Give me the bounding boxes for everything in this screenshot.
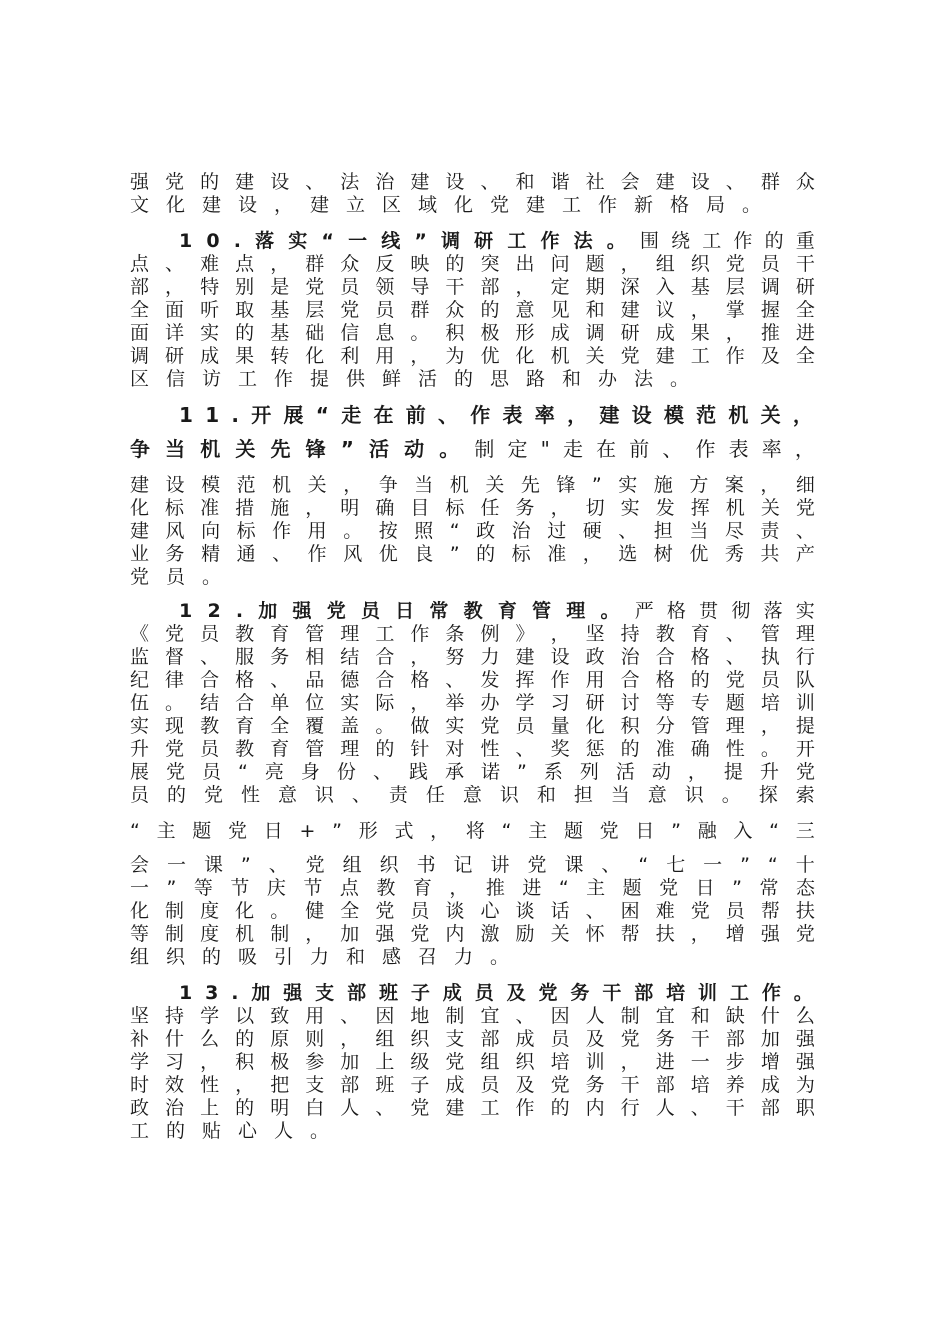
- text-line: 文化建设，建立区域化党建工作新格局。: [130, 194, 779, 216]
- text-line: 政 治 上 的 明 白 人 、 党 建 工 作 的 内 行 人 、 干 部 职: [130, 1097, 815, 1119]
- text-line: 化 制 度 化 。 健 全 党 员 谈 心 谈 话 、 困 难 党 员 帮 扶: [130, 900, 815, 922]
- section-12-heading: 1 2 . 加 强 党 员 日 常 教 育 管 理 。 严 格 贯 彻 落 实: [179, 600, 815, 622]
- text-line: 调 研 成 果 转 化 利 用 ， 为 优 化 机 关 党 建 工 作 及 全: [130, 345, 815, 367]
- section-11-heading-cont: 争 当 机 关 先 锋 ” 活 动 。 制 定 " 走 在 前 、 作 表 率 ，: [130, 437, 815, 461]
- text-line: 组织的吸引力和感召力。: [130, 946, 527, 968]
- text-line: 点 、 难 点 ， 群 众 反 映 的 突 出 问 题 ， 组 织 党 员 干: [130, 253, 815, 275]
- text-line: 建 设 模 范 机 关 ， 争 当 机 关 先 锋 ” 实 施 方 案 ， 细: [130, 474, 815, 496]
- section-13-heading: 1 3 . 加 强 支 部 班 子 成 员 及 党 务 干 部 培 训 工 作 。: [179, 982, 815, 1004]
- text-line: 《 党 员 教 育 管 理 工 作 条 例 》 ， 坚 持 教 育 、 管 理: [130, 623, 815, 645]
- text-line: 时 效 性 ， 把 支 部 班 子 成 员 及 党 务 干 部 培 养 成 为: [130, 1074, 815, 1096]
- text-line: 业 务 精 通 、 作 风 优 良 ” 的 标 准 ， 选 树 优 秀 共 产: [130, 543, 815, 565]
- text-line: 一 ” 等 节 庆 节 点 教 育 ， 推 进 “ 主 题 党 日 ” 常 态: [130, 877, 815, 899]
- text-line: 区信访工作提供鲜活的思路和办法。: [130, 368, 707, 390]
- text-line: 展 党 员 “ 亮 身 份 、 践 承 诺 ” 系 列 活 动 ， 提 升 党: [130, 761, 815, 783]
- text-line: 纪 律 合 格 、 品 德 合 格 、 发 挥 作 用 合 格 的 党 员 队: [130, 669, 815, 691]
- text-line: 伍 。 结 合 单 位 实 际 ， 举 办 学 习 研 讨 等 专 题 培 训: [130, 692, 815, 714]
- text-line: “ 主 题 党 日 + ” 形 式 ， 将 “ 主 题 党 日 ” 融 入 “ 三: [130, 820, 815, 842]
- text-line: 补 什 么 的 原 则 ， 组 织 支 部 成 员 及 党 务 干 部 加 强: [130, 1028, 815, 1050]
- text-line: 坚 持 学 以 致 用 、 因 地 制 宜 、 因 人 制 宜 和 缺 什 么: [130, 1005, 815, 1027]
- text-line: 建 风 向 标 作 用 。 按 照 “ 政 治 过 硬 、 担 当 尽 责 、: [130, 520, 815, 542]
- text-line: 监 督 、 服 务 相 结 合 ， 努 力 建 设 政 治 合 格 、 执 行: [130, 646, 815, 668]
- section-11-heading: 1 1 . 开 展 “ 走 在 前 、 作 表 率 ， 建 设 模 范 机 关 ，: [179, 403, 815, 427]
- text-line: 员 的 党 性 意 识 、 责 任 意 识 和 担 当 意 识 。 探 索: [130, 784, 815, 806]
- section-10-heading: 1 0 . 落 实 “ 一 线 ” 调 研 工 作 法 。 围 绕 工 作 的 重: [179, 230, 815, 252]
- text-line: 党员。: [130, 566, 239, 588]
- text-line: 等 制 度 机 制 ， 加 强 党 内 激 励 关 怀 帮 扶 ， 增 强 党: [130, 923, 815, 945]
- text-line: 面 详 实 的 基 础 信 息 。 积 极 形 成 调 研 成 果 ， 推 进: [130, 322, 815, 344]
- text-line: 升 党 员 教 育 管 理 的 针 对 性 、 奖 惩 的 准 确 性 。 开: [130, 738, 815, 760]
- text-line: 化 标 准 措 施 ， 明 确 目 标 任 务 ， 切 实 发 挥 机 关 党: [130, 497, 815, 519]
- text-line: 部 ， 特 别 是 党 员 领 导 干 部 ， 定 期 深 入 基 层 调 研: [130, 276, 815, 298]
- text-line: 实 现 教 育 全 覆 盖 。 做 实 党 员 量 化 积 分 管 理 ， 提: [130, 715, 815, 737]
- text-line: 会 一 课 ” 、 党 组 织 书 记 讲 党 课 、 “ 七 一 ” “ 十: [130, 854, 815, 876]
- text-line: 全 面 听 取 基 层 党 员 群 众 的 意 见 和 建 议 ， 掌 握 全: [130, 299, 815, 321]
- text-line: 学 习 ， 积 极 参 加 上 级 党 组 织 培 训 ， 进 一 步 增 强: [130, 1051, 815, 1073]
- text-line: 强 党 的 建 设 、 法 治 建 设 、 和 谐 社 会 建 设 、 群 众: [130, 171, 815, 193]
- text-line: 工的贴心人。: [130, 1120, 347, 1142]
